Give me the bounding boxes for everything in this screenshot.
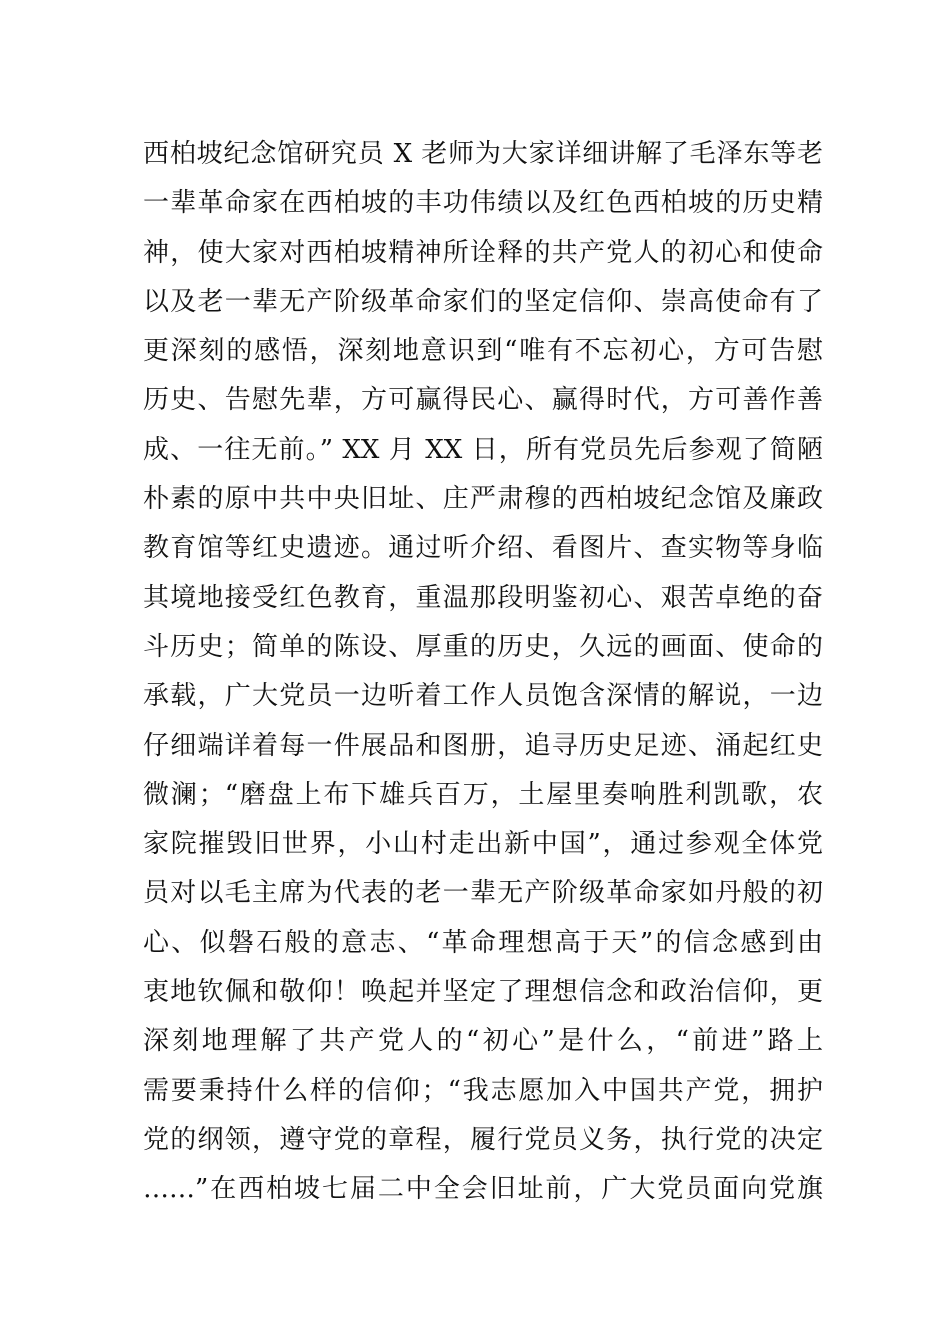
text-line-5: 更深刻的感悟，深刻地意识到“唯有不忘初心，方可告慰 (143, 336, 823, 367)
text-line-12: 承载，广大党员一边听着工作人员饱含深情的解说，一边 (143, 681, 823, 712)
text-line-7: 成、一往无前。” XX 月 XX 日，所有党员先后参观了简陋 (143, 434, 823, 465)
text-line-11: 斗历史；简单的陈设、厚重的历史，久远的画面、使命的 (143, 631, 823, 662)
text-line-4: 以及老一辈无产阶级革命家们的坚定信仰、崇高使命有了 (143, 286, 823, 317)
text-line-1: 西柏坡纪念馆研究员 X 老师为大家详细讲解了毛泽东等老 (143, 139, 823, 169)
text-line-10: 其境地接受红色教育，重温那段明鉴初心、艰苦卓绝的奋 (143, 582, 823, 613)
text-line-20: 需要秉持什么样的信仰；“我志愿加入中国共产党，拥护 (143, 1075, 823, 1106)
text-line-17: 心、似磐石般的意志、“革命理想高于天”的信念感到由 (143, 927, 823, 958)
text-line-2: 一辈革命家在西柏坡的丰功伟绩以及红色西柏坡的历史精 (143, 188, 823, 219)
text-line-19: 深刻地理解了共产党人的“初心”是什么，“前进”路上 (143, 1026, 823, 1057)
text-line-22: ……”在西柏坡七届二中全会旧址前，广大党员面向党旗 (143, 1174, 823, 1205)
text-line-3: 神，使大家对西柏坡精神所诠释的共产党人的初心和使命 (143, 237, 823, 268)
text-line-16: 员对以毛主席为代表的老一辈无产阶级革命家如丹般的初 (143, 878, 823, 909)
text-line-13: 仔细端详着每一件展品和图册，追寻历史足迹、涌起红史 (143, 730, 823, 761)
text-line-8: 朴素的原中共中央旧址、庄严肃穆的西柏坡纪念馆及廉政 (143, 484, 823, 515)
body-paragraph (143, 130, 823, 1215)
text-line-15: 家院摧毁旧世界，小山村走出新中国”，通过参观全体党 (143, 829, 823, 860)
text-line-18: 衷地钦佩和敬仰！唤起并坚定了理想信念和政治信仰，更 (143, 977, 823, 1008)
text-line-9: 教育馆等红史遗迹。通过听介绍、看图片、查实物等身临 (143, 533, 823, 564)
text-line-6: 历史、告慰先辈，方可赢得民心、赢得时代，方可善作善 (143, 385, 823, 416)
text-line-14: 微澜；“磨盘上布下雄兵百万，土屋里奏响胜利凯歌，农 (143, 779, 823, 810)
text-line-21: 党的纲领，遵守党的章程，履行党员义务，执行党的决定 (143, 1124, 823, 1155)
